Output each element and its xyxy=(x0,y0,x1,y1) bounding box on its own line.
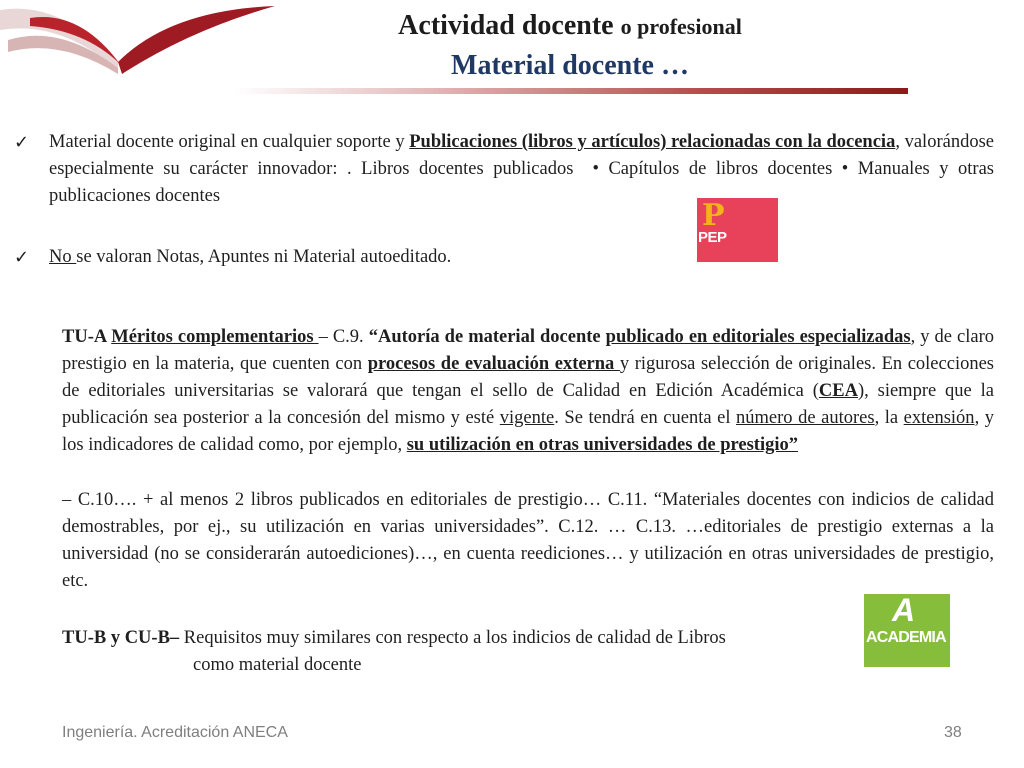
paragraph-text: , y los indicadores de calidad como, por ejemplo, xyxy=(62,408,994,455)
vigente-text: vigente xyxy=(499,408,555,428)
tu-b-text-line2: como material docente xyxy=(193,655,362,675)
pep-logo xyxy=(697,198,778,262)
paragraph-text: y rigurosa selección de originales. En colecciones de editoriales universitarias se valorará que tengan el sello de Calidad en Edición Académica ( xyxy=(62,354,994,401)
header-divider xyxy=(235,88,908,94)
academia-label: ACADEMIA xyxy=(866,629,946,646)
page-subtitle: Material docente … xyxy=(451,50,689,81)
tu-b-lead: TU-B y CU-B– xyxy=(62,628,184,648)
procesos-text: procesos de evaluación externa xyxy=(367,354,620,374)
extension-text: extensión xyxy=(903,408,975,428)
bullet-emphasis: No xyxy=(49,247,77,267)
bullet-text xyxy=(49,244,994,271)
meritos-complementarios: Méritos complementarios xyxy=(111,327,319,347)
academia-symbol-icon: A xyxy=(892,592,916,628)
numero-autores-text: número de autores xyxy=(736,408,875,428)
paragraph-text: , y de claro prestigio en la materia, que cuenten con xyxy=(62,327,994,374)
criterion-c9: – C.9. xyxy=(318,327,369,347)
pep-label: PEP xyxy=(698,229,727,246)
pep-symbol-icon: P xyxy=(702,198,725,233)
title-main-text: Actividad docente xyxy=(398,10,614,41)
bullet-emphasis: Publicaciones (libros y artículos) relacionadas con la docencia xyxy=(409,132,896,152)
paragraph-text: . Se tendrá en cuenta el xyxy=(554,408,737,428)
bullet-text-part: Material docente original en cualquier soporte y xyxy=(49,132,410,152)
paragraph-text: ), siempre que la publicación sea posterior a la concesión del mismo y esté xyxy=(62,381,994,428)
paragraph-text: , la xyxy=(874,408,904,428)
page-title xyxy=(280,10,860,42)
checkmark-icon: ✓ xyxy=(14,132,30,153)
cea-text: CEA xyxy=(818,381,858,401)
autoria-text: “Autoría de material docente xyxy=(368,327,606,347)
checkmark-icon: ✓ xyxy=(14,247,30,268)
tu-a-paragraph xyxy=(62,324,994,459)
bullet-text xyxy=(49,129,994,210)
su-utilizacion-text: su utilización en otras universidades de prestigio” xyxy=(406,435,798,455)
tu-b-paragraph xyxy=(62,625,994,679)
title-main-small: o profesional xyxy=(620,14,742,39)
bullet-text-part: se valoran Notas, Apuntes ni Material autoeditado. xyxy=(76,247,452,267)
publicado-text: publicado en editoriales especializadas xyxy=(605,327,911,347)
academia-logo xyxy=(864,594,950,667)
bullet-item xyxy=(14,129,994,210)
bullet-item xyxy=(14,244,994,271)
tu-a-lead: TU-A xyxy=(62,327,112,347)
footer-text: Ingeniería. Acreditación ANECA xyxy=(62,724,288,741)
book-logo-icon xyxy=(0,0,280,80)
bullet-text-part: , valorándose especialmente su carácter innovador: . Libros docentes publicados • Capítulos de libros docentes • Manuales y otras publicaciones docentes xyxy=(49,132,994,206)
tu-b-text: Requisitos muy similares con respecto a los indicios de calidad de Libros xyxy=(183,628,726,648)
c10-paragraph: – C.10…. + al menos 2 libros publicados en editoriales de prestigio… C.11. “Materiales docentes con indicios de calidad demostrables, por ej., su utilización en varias universidades”. C.12. … C.13. …editoriales de prestigio externas a la universidad (no se considerarán autoediciones)…, en cuenta reediciones… y utilización en otras universidades de prestigio, etc. xyxy=(62,490,994,591)
page-number: 38 xyxy=(944,724,962,741)
